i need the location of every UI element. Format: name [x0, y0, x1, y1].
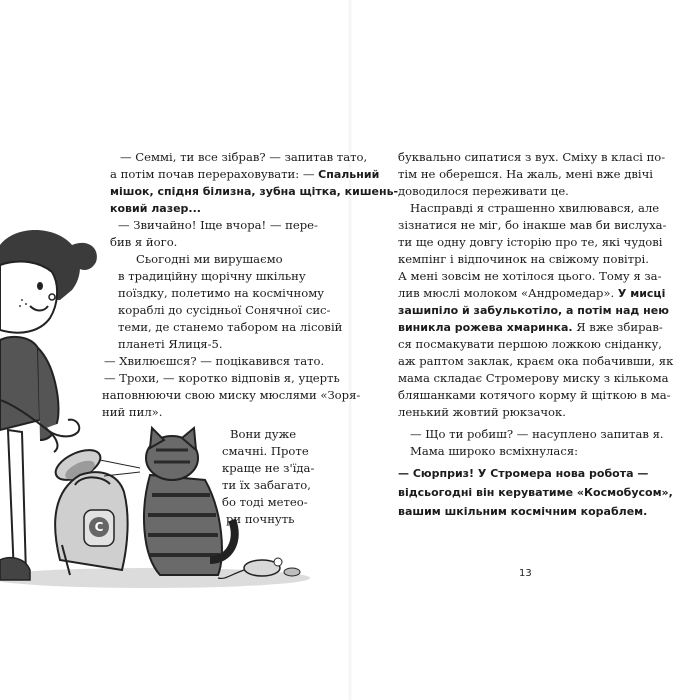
left-line-8: в традиційну щорічну шкільну [118, 269, 306, 283]
left-line-4: ковий лазер... [110, 202, 201, 215]
right-line-9-text: лив мюслі молоком «Андромедар». [398, 286, 615, 300]
left-line-3: мішок, спідня білизна, зубна щітка, кишень- [110, 185, 399, 198]
right-line-21: вашим шкільним космічним кораблем. [398, 505, 648, 518]
right-line-8: А мені зовсім не хотілося цього. Тому я за- [398, 269, 662, 283]
right-line-7: кемпінг і відпочинок на свіжому повітрі. [398, 252, 649, 266]
left-line-10: кораблі до сусідньої Сонячної сис- [118, 303, 331, 317]
left-line-14: — Трохи, — коротко відповів я, уцерть [104, 371, 340, 385]
left-line-2-text: а потім почав перераховувати: — [110, 167, 315, 181]
left-line-21: бо тоді метео- [222, 495, 308, 509]
right-line-18: Мама широко всміхнулася: [410, 444, 579, 458]
left-line-18: смачні. Проте [222, 444, 309, 458]
right-line-2: тім не оберешся. На жаль, мені вже двічі [398, 167, 653, 181]
toy-mouse [218, 558, 300, 578]
right-line-10: зашипіло й забулькотіло, а потім над нею [398, 304, 669, 317]
left-line-7: Сьогодні ми вирушаємо [136, 252, 283, 266]
left-line-13: — Хвилюєшся? — поцікавився тато. [104, 354, 325, 368]
right-line-9 [398, 286, 665, 301]
left-line-2 [110, 167, 379, 182]
right-line-5: зізнатися не міг, бо інакше мав би вислуха- [398, 218, 667, 232]
right-line-13: аж раптом заклак, краєм ока побачивши, як [398, 354, 674, 368]
left-line-17: Вони дуже [230, 427, 297, 441]
page-number: 13 [519, 568, 532, 579]
right-line-16: ленький жовтий рюкзачок. [398, 405, 566, 419]
left-line-15: наповнюючи свою миску мюслями «Зоря- [102, 388, 361, 402]
left-line-9: поїздку, полетимо на космічному [118, 286, 325, 300]
backpack-logo: C [94, 520, 104, 534]
right-line-12: ся посмакувати першою ложкою сніданку, [398, 337, 662, 351]
right-line-9-bold: У мисці [617, 287, 666, 300]
right-line-11 [398, 320, 663, 335]
right-line-4: Насправді я страшенно хвилювався, але [410, 201, 660, 215]
right-line-3: доводилося переживати це. [398, 184, 569, 198]
left-line-16: ний пил». [102, 405, 163, 419]
left-line-2-bold: Спальний [318, 168, 380, 181]
right-line-11-bold: виникла рожева хмаринка. [398, 321, 573, 334]
left-line-19: краще не з'їда- [222, 461, 315, 475]
left-line-11: теми, де станемо табором на лісовій [118, 320, 343, 334]
left-line-6: бив я його. [110, 235, 178, 249]
right-line-17: — Що ти робиш? — насуплено запитав я. [410, 427, 664, 441]
right-line-20: відсьогодні він керуватиме «Космобусом», [398, 486, 673, 499]
left-line-20: ти їх забагато, [222, 478, 311, 492]
left-line-22: ри почнуть [226, 512, 295, 526]
left-line-1: — Семмі, ти все зібрав? — запитав тато, [120, 150, 368, 164]
right-line-1: буквально сипатися з вух. Сміху в класі по- [398, 150, 666, 164]
backpack [55, 472, 127, 575]
right-line-14: мама складає Стромерову миску з кількома [398, 371, 669, 385]
right-line-6: ти ще одну довгу історію про те, які чудові [398, 235, 663, 249]
right-line-11-text: Я вже збирав- [576, 320, 663, 334]
left-line-5: — Звичайно! Іще вчора! — пере- [118, 218, 318, 232]
right-line-15: бляшанками котячого корму й щіткою в ма- [398, 388, 671, 402]
left-line-12: планеті Ялиця-5. [118, 337, 223, 351]
right-line-19: — Сюрприз! У Стромера нова робота — [398, 467, 649, 480]
